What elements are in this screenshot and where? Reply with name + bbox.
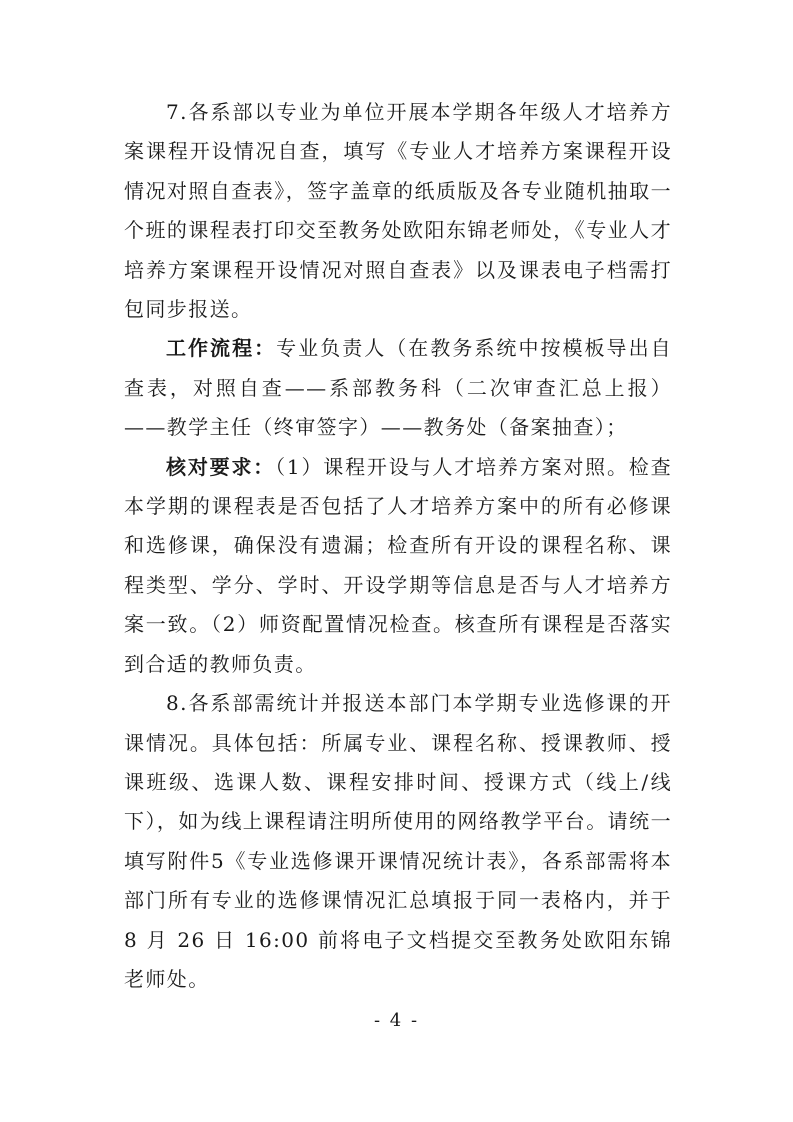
paragraph-workflow [124, 329, 672, 447]
paragraph-text: 7.各系部以专业为单位开展本学期各年级人才培养方案课程开设情况自查，填写《专业人才培养方案课程开设情况对照自查表》，签字盖章的纸质版及各专业随机抽取一个班的课程表打印交至教务处欧阳东锦老师处，《专业人才培养方案课程开设情况对照自查表》以及课表电子档需打包同步报送。 [124, 100, 672, 322]
paragraph-item-7 [124, 93, 672, 329]
paragraph-text: 专业负责人（在教务系统中按模板导出自查表，对照自查——系部教务科（二次审查汇总上报）——教学主任（终审签字）——教务处（备案抽查）； [124, 336, 673, 440]
paragraph-lead: 工作流程： [166, 336, 277, 361]
paragraph-text: 8.各系部需统计并报送本部门本学期专业选修课的开课情况。具体包括：所属专业、课程名称、授课教师、授课班级、选课人数、课程安排时间、授课方式（线上/线下），如为线上课程请注明所使用的网络教学平台。请统一填写附件5《专业选修课开课情况统计表》，各系部需将本部门所有专业的选修课情况汇总填报于同一表格内，并于 8 月 26 日 16:00 前将电子文档提交至教务处欧阳东锦老师处。 [124, 691, 672, 991]
page-number: - 4 - [373, 1010, 420, 1031]
document-body [124, 93, 672, 999]
paragraph-item-8 [124, 684, 672, 999]
paragraph-lead: 核对要求： [166, 454, 276, 479]
paragraph-text: （1）课程开设与人才培养方案对照。检查本学期的课程表是否包括了人才培养方案中的所有必修课和选修课，确保没有遗漏；检查所有开设的课程名称、课程类型、学分、学时、开设学期等信息是否与人才培养方案一致。（2）师资配置情况检查。核查所有课程是否落实到合适的教师负责。 [124, 454, 673, 676]
paragraph-requirements [124, 448, 672, 684]
